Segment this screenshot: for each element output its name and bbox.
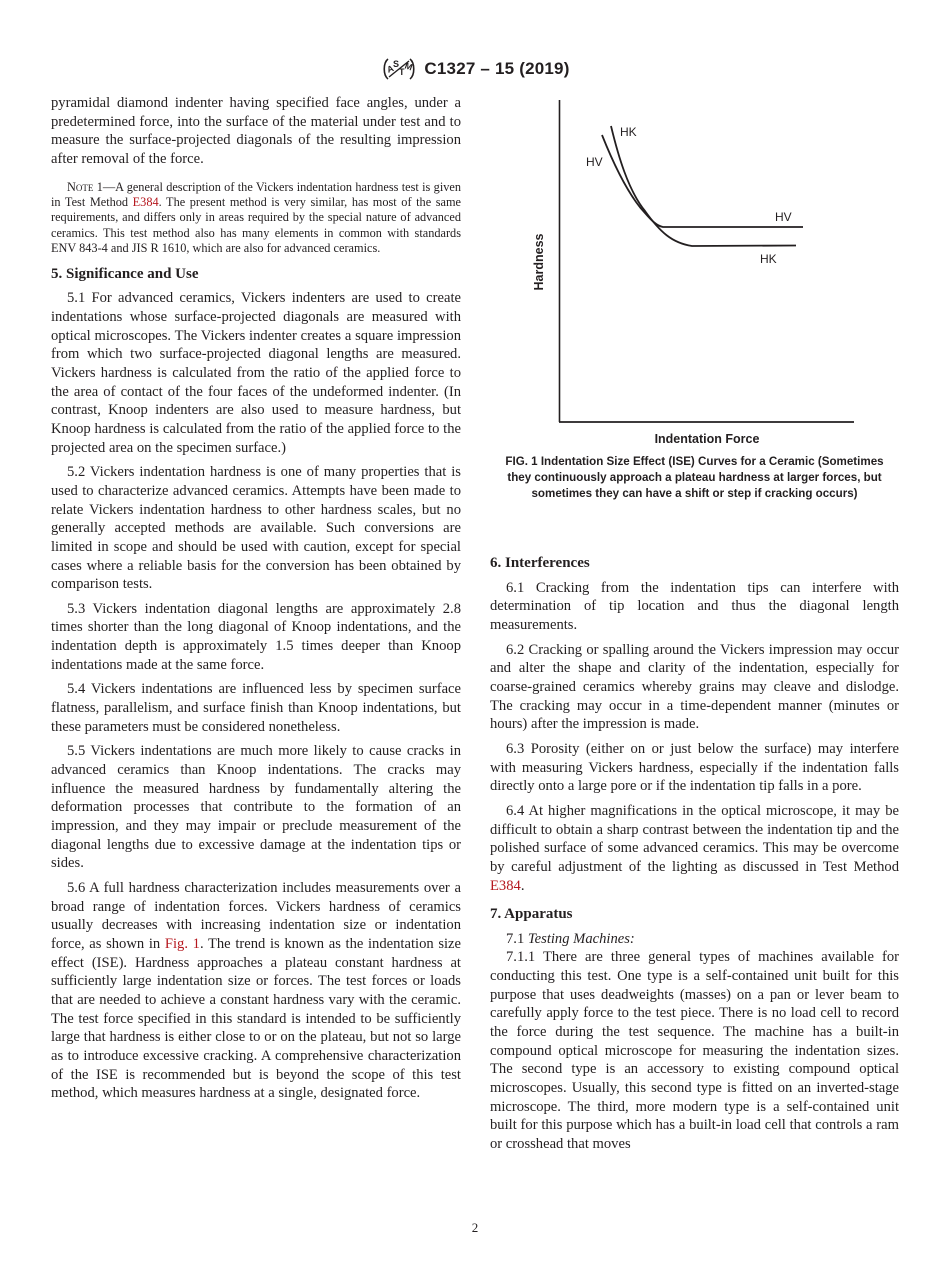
- e384-link[interactable]: E384: [132, 195, 159, 210]
- paragraph-5-6: 5.6 A full hardness characterization includes measurements over a broad range of indentation forces. Vickers hardness of ceramics usually decreases with increasing indentation size or indentation force, as shown in Fig. 1. The trend is known as the indentation size effect (ISE). Hardness approaches a plateau constant hardness at sufficiently large indentation size or forces. The test forces or loads that are needed to achieve a constant hardness vary with the ceramic. The test force specified in this standard is intended to be sufficiently large that hardness is either close to or on the plateau, but not so large as to introduce excessive cracking. A comprehensive characterization of the ISE is recommended but is beyond the scope of this test method, which measures hardness at a single, designated force.: [51, 880, 462, 1102]
- svg-text:T: T: [399, 67, 405, 77]
- paragraph-6-4: 6.4 At higher magnifications in the optical microscope, it may be difficult to obtain a sharp contrast between the indentation tip and the polished surface of some advanced ceramics. This may be overcome by careful adjustment of the lighting as discussed in Test Method E384.: [490, 802, 899, 894]
- note-1: Note 1—A general description of the Vickers indentation hardness test is given in Test Method E384. The present method is very similar, has most of the same requirements, and differs only in areas required by the special nature of advanced ceramics. This test method also has many elements in common with standards ENV 843-4 and JIS R 1610, which are also for advanced ceramics.: [51, 179, 461, 256]
- intro-paragraph: pyramidal diamond indenter having specified face angles, under a predetermined force, into the surface of the material under test and to measure the surface-projected diagonals of the resulting impression after removal of the force.: [51, 95, 461, 167]
- e384-link-2[interactable]: E384: [490, 877, 521, 894]
- note-label: Note 1: [67, 179, 103, 194]
- section-7-heading: 7. Apparatus: [490, 906, 573, 923]
- page-header: [0, 54, 950, 84]
- section-5-heading: 5. Significance and Use: [51, 265, 199, 282]
- paragraph-5-3: 5.3 Vickers indentation diagonal lengths are approximately 2.8 times shorter than the long diagonal of Knoop indentations, and the indentation depth is approximately 1.5 times deeper than Knoop indentations made at the same force.: [51, 600, 461, 673]
- figure-1-caption: FIG. 1 Indentation Size Effect (ISE) Curves for a Ceramic (Sometimes they continuously approach a plateau hardness at larger forces, but sometimes they can have a shift or step if cracking occurs): [505, 455, 884, 500]
- paragraph-5-2: 5.2 Vickers indentation hardness is one of many properties that is used to characterize advanced ceramics. Attempts have been made to relate Vickers indentation hardness to other hardness scales, but no generally accepted methods are available. Such conversions are limited in scope and should be used with caution, except for special cases where a reliable basis for the conversion has been obtained by comparison tests.: [51, 464, 461, 593]
- fig-1-link[interactable]: Fig. 1: [164, 935, 200, 952]
- hv-right-label: HV: [775, 210, 792, 224]
- svg-text:M: M: [403, 60, 415, 73]
- paragraph-7-1: 7.1 Testing Machines:: [506, 930, 635, 947]
- y-axis-label: Hardness: [532, 233, 546, 291]
- hk-curve: [611, 126, 796, 246]
- paragraph-6-2: 6.2 Cracking or spalling around the Vickers impression may occur and alter the shape and clarity of the indentation, especially for coarse-grained ceramics whereby grains may cleave and dislodge. The cracking may occur in a time-dependent manner (minutes or hours) after the impression is made.: [490, 641, 899, 733]
- paragraph-5-4: 5.4 Vickers indentations are influenced less by specimen surface flatness, parallelism, and surface finish than Knoop indentations, but these parameters must be considered nonetheless.: [51, 681, 461, 735]
- section-6-heading: 6. Interferences: [490, 555, 590, 571]
- hv-curve: [602, 135, 803, 227]
- hk-right-label: HK: [760, 252, 777, 266]
- paragraph-7-1-1: 7.1.1 There are three general types of machines available for conducting this test. One type is a self-contained unit built for this purpose that uses deadweights (masses) on a pan or lever beam to carefully apply force to the test piece. There is no load cell to record the force during the test sequence. The machine has a built-in compound optical microscope for measuring the indentation sizes. The second type is an accessory to existing compound optical microscopes. Usually, this second type is fitted on an inverted-stage microscope. The third, more modern type is a self-contained unit built for this purpose which has a built-in load cell that controls a ram or crosshead that moves: [490, 949, 899, 1153]
- left-column: [51, 94, 461, 1109]
- paragraph-6-1: 6.1 Cracking from the indentation tips can interfere with determination of tip location and thus the diagonal length measurements.: [490, 579, 899, 633]
- right-column: [490, 548, 899, 1160]
- paragraph-5-1: 5.1 For advanced ceramics, Vickers indenters are used to create indentations whose surface-projected diagonals are measured with optical microscopes. The Vickers indenter creates a square impression from which two surface-projected diagonal lengths are measured. Vickers hardness is calculated from the ratio of the applied force to the area of contact of the four faces of the undeformed indenter. (In contrast, Knoop indenters are also used to measure hardness, but Knoop hardness is calculated from the ratio of the applied force to the projected area on the specimen surface.): [51, 290, 461, 456]
- svg-text:A: A: [385, 63, 396, 75]
- testing-machines-title: Testing Machines:: [527, 930, 635, 947]
- page-number: 2: [471, 1220, 479, 1235]
- hk-top-label: HK: [620, 125, 637, 139]
- hv-top-label: HV: [586, 155, 603, 169]
- document-id: C1327 – 15 (2019): [424, 59, 570, 78]
- x-axis-label: Indentation Force: [654, 432, 760, 446]
- astm-logo-icon: [380, 55, 418, 83]
- paragraph-5-5: 5.5 Vickers indentations are much more likely to cause cracks in advanced ceramics than Knoop indentations. The cracks may influence the measured hardness by fundamentally altering the deformation processes that contribute to the formation of an impression, and they may impair or preclude measurement of the diagonal lengths due to excessive damage at the indentation tips or sides.: [51, 743, 461, 872]
- figure-1-chart: [520, 95, 900, 425]
- paragraph-6-3: 6.3 Porosity (either on or just below the surface) may interfere with measuring Vickers hardness, especially if the indentation falls directly onto a large pore or if the indentation tip falls in a pore.: [490, 740, 899, 795]
- svg-text:S: S: [393, 59, 400, 69]
